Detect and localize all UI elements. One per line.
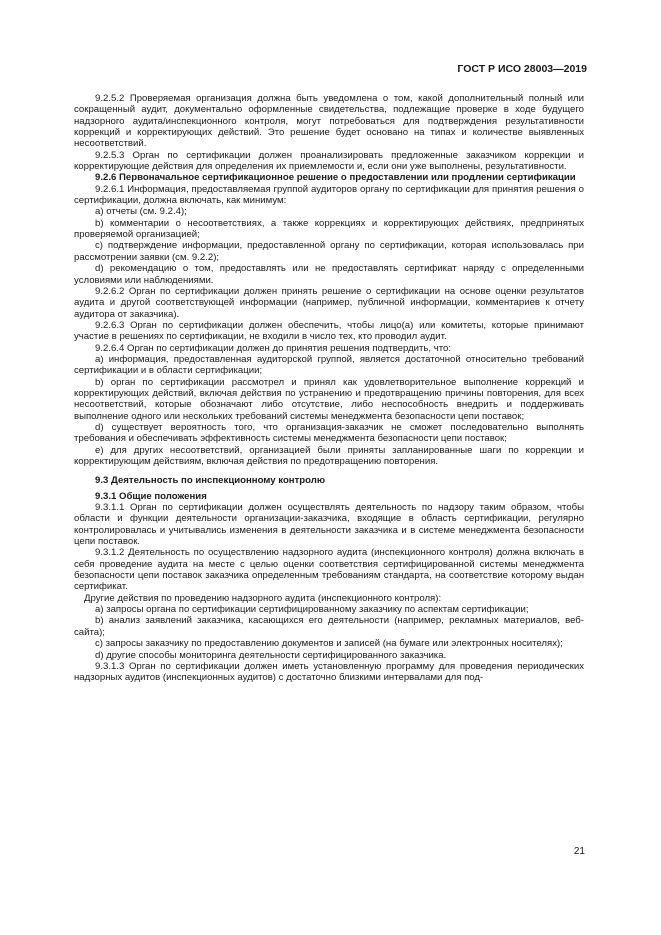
list-item: d) существует вероятность того, что организация-заказчик не сможет последовательно выполнять требования и обеспечивать эффективность системы менеджмента безопасности цепи поставок; xyxy=(74,421,584,445)
paragraph: 9.3.1.1 Орган по сертификации должен осуществлять деятельность по надзору таким образом, чтобы области и функции деятельности организации-заказчика, входящие в область сертификации, регулярно контролировалась и учитывались изменения в деятельности заказчика и в системе менеджмента безопасности цепи поставок. xyxy=(74,502,584,548)
page-number: 21 xyxy=(573,846,585,857)
list-item: b) анализ заявлений заказчика, касающихся его деятельности (например, рекламных материалов, веб-сайта); xyxy=(74,615,584,638)
list-item: е) для других несоответствий, организацией были приняты запланированные шаги по коррекции и корректирующим действиям, включая действия по предотвращению повторения. xyxy=(74,444,584,467)
list-item: а) отчеты (см. 9.2.4); xyxy=(95,206,187,218)
list-item: c) запросы заказчику по предоставлению документов и записей (на бумаге или электронных носителях); xyxy=(95,638,563,650)
paragraph: 9.3.1.2 Деятельность по осуществлению надзорного аудита (инспекционного контроля) должна включать в себя проведение аудита на месте с целью оценки соответствия сертифицированной системы менеджмента безопасности цепи поставок заказчика определенным требованиям стандарта, на соответствие которому выдан сертификат. xyxy=(74,547,584,593)
paragraph: Другие действия по проведению надзорного аудита (инспекционного контроля): xyxy=(84,592,442,604)
paragraph: 9.2.6.1 Информация, предоставляемая группой аудиторов органу по сертификации для принятия решения о сертификации, должна включать, как минимум: xyxy=(74,183,584,207)
document-body xyxy=(74,93,584,684)
list-item: а) запросы органа по сертификации сертифицированному заказчику по аспектам сертификации; xyxy=(95,604,529,616)
list-item: d) другие способы мониторинга деятельности сертифицированного заказчика. xyxy=(95,649,447,661)
list-item: d) рекомендацию о том, предоставлять или не предоставлять сертификат наряду с определенными условиями или наблюдениями. xyxy=(74,263,584,286)
list-item: c) подтверждение информации, предоставленной органу по сертификации, которая использовалась при рассмотрении заявки (см. 9.2.2); xyxy=(74,240,584,263)
list-item: b) орган по сертификации рассмотрел и принял как удовлетворительное выполнение коррекций и корректирующих действий, включая действия по устранению и предотвращению причины повторения, для всех несоответствий, которые обозначают либо отсутствие, либо неспособность внедрить и поддерживать выполнение одного или нескольких требований системы менеджмента безопасности цепи поставок; xyxy=(74,376,584,422)
paragraph: 9.2.6.4 Орган по сертификации должен до принятия решения подтвердить, что: xyxy=(95,342,452,354)
paragraph: 9.2.6.2 Орган по сертификации должен принять решение о сертификации на основе оценки результатов аудита и другой соответствующей информации (например, публичной информации, комментариев к отчету аудитора от заказчика). xyxy=(74,285,584,320)
paragraph: 9.3.1.3 Орган по сертификации должен иметь установленную программу для проведения периодических надзорных аудитов (инспекционных аудитов) с достаточно близкими интервалами для под- xyxy=(74,660,584,684)
section-heading: 9.2.6 Первоначальное сертификационное решение о предоставлении или продлении сертификации xyxy=(95,172,576,184)
list-item: а) информация, предоставленная аудиторской группой, является достаточной относительно требований сертификации и в области сертификации; xyxy=(74,353,584,377)
paragraph: 9.2.5.3 Орган по сертификации должен проанализировать предложенные заказчиком коррекции и корректирующие действия для определения их приемлемости и, если они уже выполнены, результативности. xyxy=(74,149,584,173)
paragraph: 9.2.5.2 Проверяемая организация должна быть уведомлена о том, какой дополнительный полный или сокращенный аудит, документально оформленные свидетельства, подлежащие проверке в ходе будущего надзорного аудита/инспекционного контроля, могут потребоваться для подтверждения результативности коррекций и корректирующих действий. Это решение будет основано на типах и количестве выявленных несоответствий. xyxy=(74,93,584,150)
subsection-heading: 9.3.1 Общие положения xyxy=(95,490,207,502)
document-header: ГОСТ Р ИСО 28003—2019 xyxy=(457,63,587,75)
paragraph: 9.2.6.3 Орган по сертификации должен обеспечить, чтобы лицо(а) или комитеты, которые принимают участие в решениях по сертификации, не входили в число тех, кто проводил аудит. xyxy=(74,319,584,343)
list-item: b) комментарии о несоответствиях, а также коррекциях и корректирующих действиях, предпринятых проверяемой организацией; xyxy=(74,217,584,241)
section-heading: 9.3 Деятельность по инспекционному контролю xyxy=(95,475,326,487)
